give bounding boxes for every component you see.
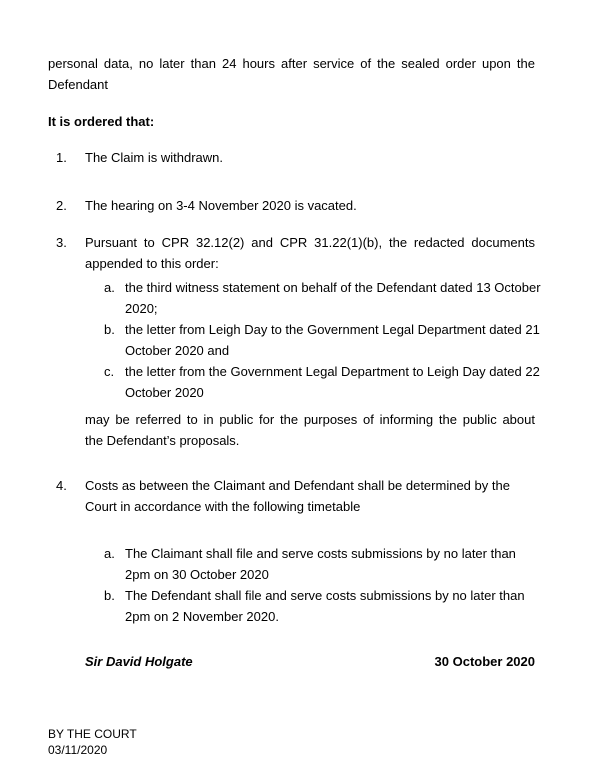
sub-item-line: the letter from the Government Legal Department to Leigh Day dated 22 [125,364,540,379]
order-item-1 [48,147,535,168]
document-body [48,53,541,758]
item-number: 3. [56,235,67,250]
court-footer [48,726,535,758]
order-heading: It is ordered that: [48,114,155,129]
sub-item-line: 2pm on 30 October 2020 [125,567,269,582]
item-number: 1. [56,150,67,165]
sub-item-b [48,319,540,361]
footer-date: 03/11/2020 [48,743,108,757]
sub-item-letter: c. [104,364,115,379]
order-item-4-sublist [48,543,535,627]
continuation-line: may be referred to in public for the purposes of informing the public about [85,412,535,427]
sub-item-c [48,361,540,403]
item-number: 2. [56,198,67,213]
sub-item-letter: a. [104,280,115,295]
item-line: appended to this order: [85,256,219,271]
footer-issuer: BY THE COURT [48,727,137,741]
intro-paragraph [48,53,535,95]
judge-name: Sir David Holgate [85,654,193,669]
sub-item-line: 2pm on 2 November 2020. [125,609,279,624]
sub-item-line: The Defendant shall file and serve costs submissions by no later than [125,588,525,603]
intro-line: Defendant [48,77,108,92]
order-item-4 [48,475,535,517]
order-item-3-sublist [48,277,541,403]
item-number: 4. [56,478,67,493]
sub-item-line: October 2020 [125,385,204,400]
sub-item-line: 2020; [125,301,158,316]
order-item-3 [48,232,535,274]
item-line: Costs as between the Claimant and Defendant shall be determined by the [85,478,510,493]
item-line: The Claim is withdrawn. [85,150,223,165]
sub-item-b [48,585,535,627]
sub-item-line: The Claimant shall file and serve costs submissions by no later than [125,546,516,561]
sub-item-a [48,277,541,319]
sub-item-line: the third witness statement on behalf of the Defendant dated 13 October [125,280,541,295]
order-date: 30 October 2020 [434,654,535,669]
item-line: Court in accordance with the following timetable [85,499,361,514]
sub-item-line: October 2020 and [125,343,230,358]
signature-row [85,651,535,672]
sub-item-letter: b. [104,322,115,337]
item-line: Pursuant to CPR 32.12(2) and CPR 31.22(1)(b), the redacted documents [85,235,535,250]
order-item-2 [48,195,535,216]
sub-item-letter: a. [104,546,115,561]
order-item-3-continuation [85,409,535,451]
sub-item-line: the letter from Leigh Day to the Government Legal Department dated 21 [125,322,540,337]
sub-item-a [48,543,535,585]
sub-item-letter: b. [104,588,115,603]
item-line: The hearing on 3-4 November 2020 is vacated. [85,198,357,213]
intro-line: personal data, no later than 24 hours after service of the sealed order upon the [48,56,535,71]
continuation-line: the Defendant’s proposals. [85,433,240,448]
